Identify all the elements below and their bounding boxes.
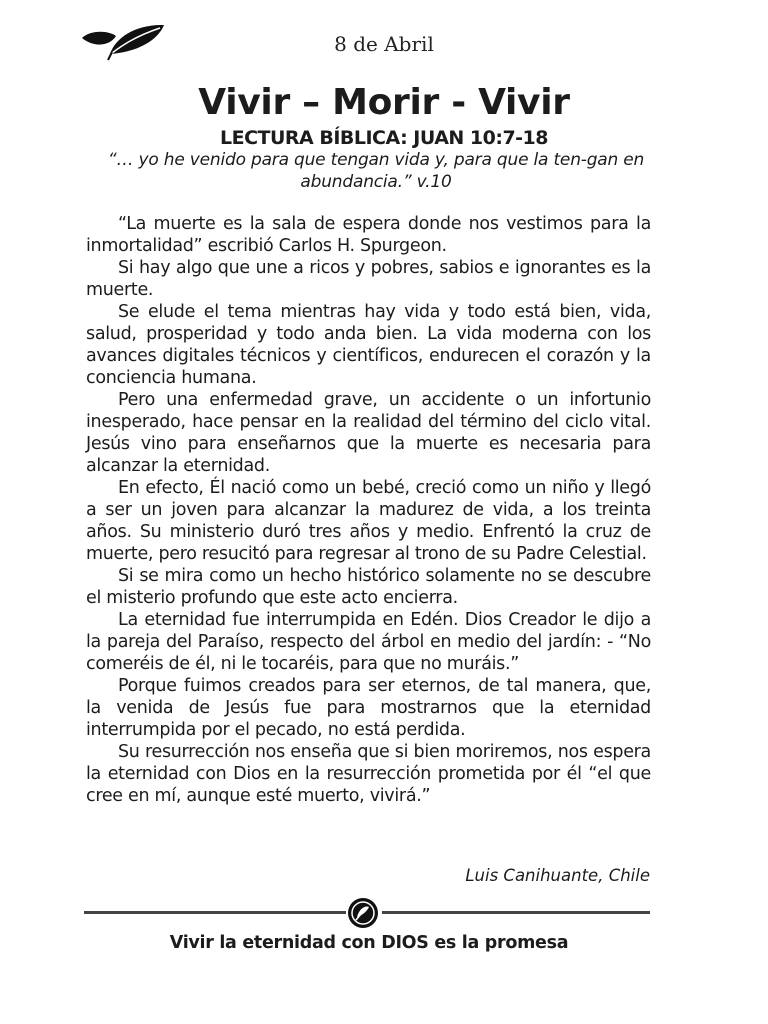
bible-reading: LECTURA BÍBLICA: JUAN 10:7-18 bbox=[219, 127, 548, 149]
divider-left bbox=[84, 911, 346, 914]
paragraph: En efecto, Él nació como un bebé, creció como un niño y llegó a ser un joven para alcanzar la madurez de vida, a los treinta años. Su ministerio duró tres años y medio. Enfrentó la cruz de muerte, pero resucitó para regresar al trono de su Padre Celestial. bbox=[86, 478, 651, 564]
page-title: Vivir – Morir - Vivir bbox=[198, 82, 570, 123]
paragraph: Pero una enfermedad grave, un accidente o un infortunio inesperado, hace pensar en la realidad del término del ciclo vital. Jesús vino para enseñarnos que la muerte es necesaria para alcanzar la eternidad. bbox=[86, 390, 651, 476]
paragraph: “La muerte es la sala de espera donde nos vestimos para la inmortalidad” escribió Carlos H. Spurgeon. bbox=[86, 214, 651, 256]
verse-quote: “… yo he venido para que tengan vida y, para que la ten-gan en abundancia.” v.10 bbox=[107, 150, 645, 192]
paragraph: Se elude el tema mientras hay vida y todo está bien, vida, salud, prosperidad y todo anda bien. La vida moderna con los avances digitales técnicos y científicos, endurecen el corazón y la conciencia humana. bbox=[86, 302, 651, 388]
paragraph: Su resurrección nos enseña que si bien moriremos, nos espera la eternidad con Dios en la resurrección prometida por él “el que cree en mí, aunque esté muerto, vivirá.” bbox=[86, 742, 651, 806]
paragraph: Si hay algo que une a ricos y pobres, sabios e ignorantes es la muerte. bbox=[86, 258, 651, 300]
paragraph: Si se mira como un hecho histórico solamente no se descubre el misterio profundo que este acto encierra. bbox=[86, 566, 651, 608]
book-emblem-icon bbox=[347, 897, 379, 929]
divider-right bbox=[382, 911, 650, 914]
paragraph: Porque fuimos creados para ser eternos, de tal manera, que, la venida de Jesús fue para mostrarnos que la eternidad interrumpida por el pecado, no está perdida. bbox=[86, 676, 651, 740]
devotional-body bbox=[86, 213, 651, 807]
paragraph: La eternidad fue interrumpida en Edén. Dios Creador le dijo a la pareja del Paraíso, respecto del árbol en medio del jardín: - “No comeréis de él, ni le tocaréis, para que no muráis.” bbox=[86, 610, 651, 674]
author: Luis Canihuante, Chile bbox=[465, 866, 650, 885]
footer-motto: Vivir la eternidad con DIOS es la promesa bbox=[169, 933, 569, 953]
date: 8 de Abril bbox=[334, 32, 434, 56]
